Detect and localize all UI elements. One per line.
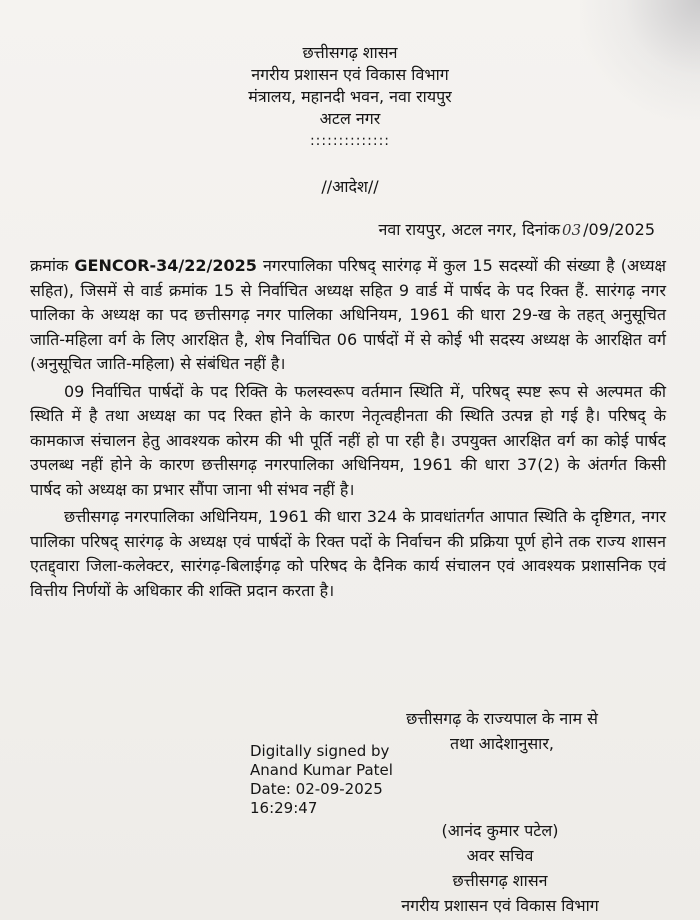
letterhead-divider: :::::::::::::: <box>309 133 391 149</box>
signatory-name: (आनंद कुमार पटेल) <box>441 821 559 840</box>
paragraph-2: 09 निर्वाचित पार्षदों के पद रिक्ति के फलस्वरूप वर्तमान स्थिति में, परिषद् स्पष्ट रूप से अल्पमत की स्थिति में है तथा अध्यक्ष का पद रिक्त होने के कारण नेतृत्वहीनता की स्थिति उत्पन्न हो गई है। परिषद् के कामकाज संचालन हेतु आवश्यक कोरम की भी पूर्ति नहीं हो पा रही है। उपयुक्त आरक्षित वर्ग का कोई पार्षद उपलब्ध नहीं होने के कारण छत्तीसगढ़ नगरपालिका अधिनियम, 1961 की धारा 37(2) के अंतर्गत किसी पार्षद को अध्यक्ष का प्रभार सौंपा जाना भी संभव नहीं है। <box>30 381 666 499</box>
digital-signature-block <box>250 742 393 818</box>
order-number-prefix: क्रमांक <box>30 256 75 275</box>
governor-line-1: छत्तीसगढ़ के राज्यपाल के नाम से <box>406 709 598 728</box>
governor-line-2: तथा आदेशानुसार, <box>450 734 554 753</box>
page-corner-shadow <box>580 0 700 120</box>
letterhead-city: अटल नगर <box>319 109 381 128</box>
paragraph-1 <box>30 254 666 377</box>
date-line <box>378 218 655 240</box>
signatory-org-1: छत्तीसगढ़ शासन <box>452 871 548 890</box>
date-rest: /09/2025 <box>583 220 655 239</box>
letterhead-government: छत्तीसगढ़ शासन <box>302 43 398 62</box>
signatory-designation: अवर सचिव <box>466 846 534 865</box>
governor-authority <box>362 706 642 756</box>
digital-signature-name: Anand Kumar Patel <box>250 761 393 779</box>
signatory-org-2: नगरीय प्रशासन एवं विकास विभाग <box>401 896 599 915</box>
digital-signature-date: Date: 02-09-2025 <box>250 780 383 798</box>
order-heading: //आदेश// <box>321 177 379 196</box>
letterhead <box>170 42 530 152</box>
paragraph-1-text: नगरपालिका परिषद् सारंगढ़ में कुल 15 सदस्यों की संख्या है (अध्यक्ष सहित), जिसमें से वार्ड क्रमांक 15 से निर्वाचित अध्यक्ष सहित 9 वार्ड में पार्षद के पद रिक्त हैं. सारंगढ़ नगर पालिका के अध्यक्ष का पद छत्तीसगढ़ नगर पालिका अधिनियम, 1961 की धारा 29-ख के तहत् अनुसूचित जाति-महिला वर्ग के लिए आरक्षित है, शेष निर्वाचित 06 पार्षदों में से कोई भी सदस्य अध्यक्ष के आरक्षित वर्ग (अनुसूचित जाति-महिला) से संबंधित नहीं है। <box>30 256 666 373</box>
digital-signature-time: 16:29:47 <box>250 799 318 817</box>
date-prefix: नवा रायपुर, अटल नगर, दिनांक <box>378 220 561 239</box>
order-body <box>30 254 666 603</box>
order-number-code: GENCOR-34/22/2025 <box>74 256 257 275</box>
signatory-block <box>370 818 630 918</box>
digital-signature-line-1: Digitally signed by <box>250 742 390 760</box>
letterhead-address: मंत्रालय, महानदी भवन, नवा रायपुर <box>248 87 452 106</box>
letterhead-department: नगरीय प्रशासन एवं विकास विभाग <box>251 65 449 84</box>
date-day-handwritten: 03 <box>562 221 582 239</box>
paragraph-3: छत्तीसगढ़ नगरपालिका अधिनियम, 1961 की धारा 324 के प्रावधांतर्गत आपात स्थिति के दृष्टिगत, नगर पालिका परिषद् सारंगढ़ के अध्यक्ष एवं पार्षदों के रिक्त पदों के निर्वाचन की प्रक्रिया पूर्ण होने तक राज्य शासन एतद्द्वारा जिला-कलेक्टर, सारंगढ़-बिलाईगढ़ को परिषद के दैनिक कार्य संचालन एवं आवश्यक प्रशासनिक एवं वित्तीय निर्णयों के अधिकार की शक्ति प्रदान करता है। <box>30 507 666 600</box>
